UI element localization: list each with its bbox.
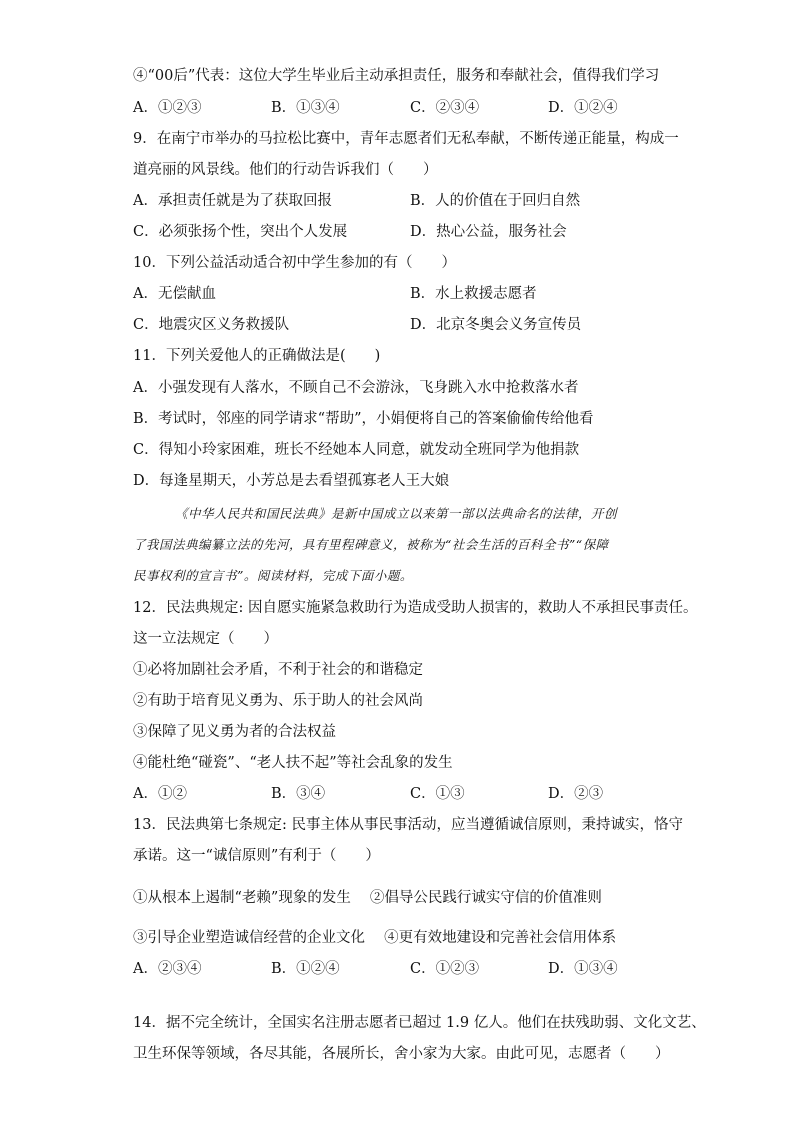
q14-stem-line-2: 卫生环保等领域，各尽其能，各展所长，舍小家为大家。由此可见，志愿者（ ） [133,1046,670,1062]
q8-option-b: B．①③④ [271,100,340,116]
q9-option-b: B．人的价值在于回归自然 [410,193,581,209]
q14-stem-line-1: 14．据不完全统计，全国实名注册志愿者已超过 1.9 亿人。他们在扶残助弱、文化文艺、 [133,1015,706,1031]
q12-stem-line-2: 这一立法规定（ ） [133,631,278,647]
q11-option-c: C．得知小玲家困难，班长不经她本人同意，就发动全班同学为他捐款 [133,442,580,458]
q8-option-d: D．①②④ [548,100,618,116]
q12-item-2: ②有助于培育见义勇为、乐于助人的社会风尚 [133,693,423,709]
q8-option-c: C．②③④ [410,100,480,116]
q12-item-1: ①必将加剧社会矛盾，不利于社会的和谐稳定 [133,662,423,678]
q12-item-3: ③保障了见义勇为者的合法权益 [133,724,336,740]
q13-items-row-1: ①从根本上遏制“老赖”现象的发生 ②倡导公民践行诚实守信的价值准则 [133,890,602,906]
q9-option-c: C．必须张扬个性，突出个人发展 [133,224,348,240]
q12-item-4: ④能杜绝“碰瓷”、“老人扶不起”等社会乱象的发生 [133,755,453,771]
q8-option-a: A．①②③ [133,100,202,116]
q9-option-d: D．热心公益，服务社会 [410,224,567,240]
q8-item-4: ④“00后”代表：这位大学生毕业后主动承担责任，服务和奉献社会，值得我们学习 [133,68,660,84]
q13-stem-line-1: 13．民法典第七条规定: 民事主体从事民事活动，应当遵循诚信原则，秉持诚实，恪守 [133,817,683,833]
passage-line-1: 《中华人民共和国民法典》是新中国成立以来第一部以法典命名的法律，开创 [175,506,618,521]
q13-option-d: D．①③④ [548,961,618,977]
q12-option-d: D．②③ [548,786,604,802]
q10-option-c: C．地震灾区义务救援队 [133,317,290,333]
q10-option-b: B．水上救援志愿者 [410,286,537,302]
q11-option-a: A．小强发现有人落水，不顾自己不会游泳，飞身跳入水中抢救落水者 [133,380,579,396]
q13-option-b: B．①②④ [271,961,340,977]
q13-option-a: A．②③④ [133,961,202,977]
q11-option-b: B．考试时，邻座的同学请求“帮助”，小娟便将自己的答案偷偷传给他看 [133,411,594,427]
q11-stem: 11．下列关爱他人的正确做法是( ) [133,348,381,364]
q12-option-b: B．③④ [271,786,326,802]
q9-stem-line-2: 道亮丽的风景线。他们的行动告诉我们（ ） [133,162,438,178]
q12-option-c: C．①③ [410,786,465,802]
q13-stem-line-2: 承诺。这一“诚信原则”有利于（ ） [133,848,380,864]
q12-option-a: A．①② [133,786,187,802]
passage-line-3: 民事权利的宣言书”。阅读材料，完成下面小题。 [133,568,413,583]
q9-option-a: A．承担责任就是为了获取回报 [133,193,332,209]
q13-option-c: C．①②③ [410,961,480,977]
q11-option-d: D．每逢星期天，小芳总是去看望孤寡老人王大娘 [133,473,450,489]
q9-stem-line-1: 9．在南宁市举办的马拉松比赛中，青年志愿者们无私奉献，不断传递正能量，构成一 [133,131,679,147]
passage-line-2: 了我国法典编纂立法的先河，具有里程碑意义，被称为“社会生活的百科全书”“保障 [133,537,609,552]
q10-option-a: A．无偿献血 [133,286,216,302]
q13-items-row-2: ③引导企业塑造诚信经营的企业文化 ④更有效地建设和完善社会信用体系 [133,930,617,946]
q10-stem: 10．下列公益活动适合初中学生参加的有（ ） [133,255,456,271]
q12-stem-line-1: 12．民法典规定: 因自愿实施紧急救助行为造成受助人损害的，救助人不承担民事责任。 [133,600,698,616]
q10-option-d: D．北京冬奥会义务宣传员 [410,317,582,333]
